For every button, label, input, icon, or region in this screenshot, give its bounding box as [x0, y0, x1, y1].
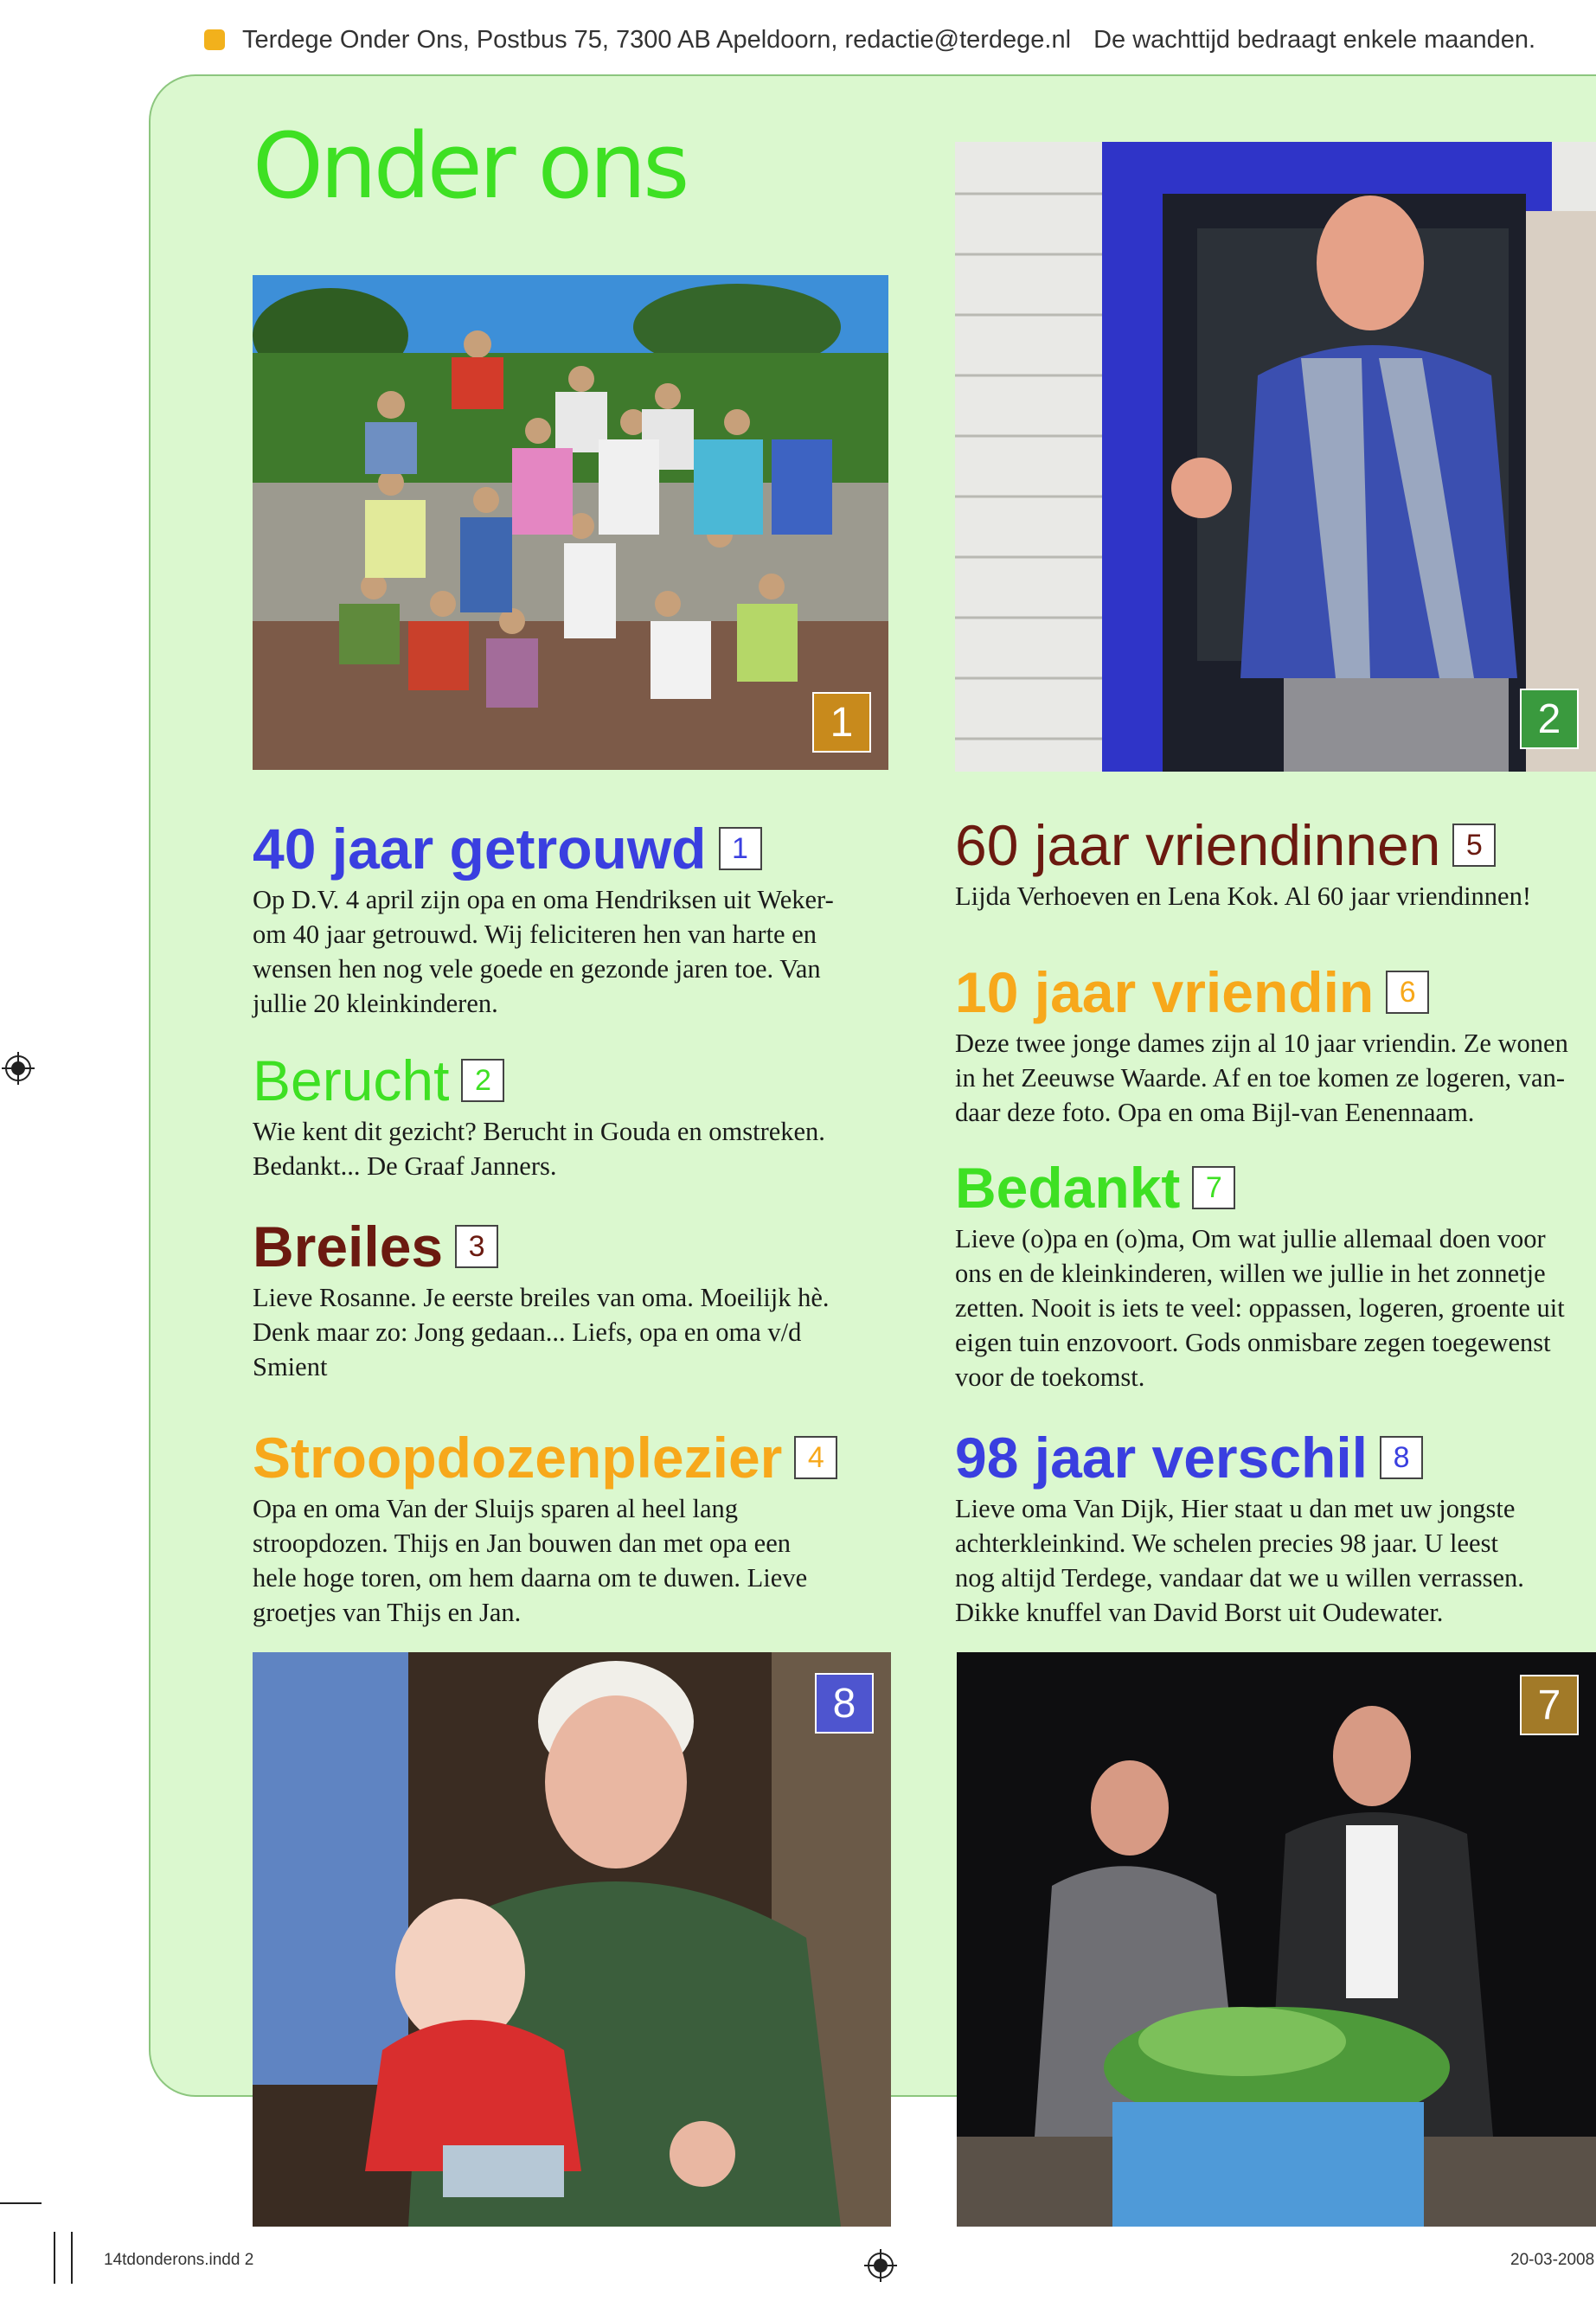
- crop-mark: [71, 2232, 73, 2284]
- entry-title: 40 jaar getrouwd: [253, 817, 707, 881]
- photo-badge: 8: [815, 1673, 874, 1734]
- entry-text: Lieve Rosanne. Je eerste breiles van oma. Moeilijk hè. Denk maar zo: Jong gedaan... Liefs, opa en oma v/d Smient: [253, 1283, 830, 1381]
- entry-number: 2: [461, 1059, 504, 1102]
- entry-text: Lijda Verhoeven en Lena Kok. Al 60 jaar vriendinnen!: [955, 881, 1531, 911]
- registration-mark-icon: [5, 1055, 31, 1081]
- photo-family-group: [253, 275, 888, 770]
- entry-text: Deze twee jonge dames zijn al 10 jaar vriendin. Ze wonen in het Zeeuwse Waarde. Af en toe komen ze logeren, van- daar deze foto. Opa en oma Bijl-van Eenennaam.: [955, 1029, 1568, 1127]
- photo-grandmother-baby: [253, 1652, 891, 2227]
- entry-bedankt: [955, 1154, 1596, 1394]
- footer-filename: 14tdonderons.indd 2: [104, 2251, 254, 2269]
- photo-badge: 2: [1520, 689, 1579, 749]
- entry-title: 60 jaar vriendinnen: [955, 813, 1441, 877]
- photo-badge: 1: [812, 692, 871, 753]
- man-in-doorway-icon: [955, 142, 1596, 772]
- entry-number: 7: [1192, 1166, 1235, 1209]
- orange-square-icon: [204, 29, 225, 50]
- entry-berucht: [253, 1047, 893, 1183]
- photo-badge: 7: [1520, 1675, 1579, 1735]
- photo-man-doorway: [955, 142, 1596, 772]
- entry-title: Berucht: [253, 1048, 450, 1112]
- entry-10-jaar-vriendin: [955, 958, 1596, 1130]
- entry-title: Stroopdozenplezier: [253, 1426, 783, 1490]
- family-group-icon: [253, 275, 888, 770]
- header-address: Terdege Onder Ons, Postbus 75, 7300 AB Apeldoorn, redactie@terdege.nl: [242, 25, 1072, 54]
- photo-couple-vegetables: [957, 1652, 1596, 2227]
- entry-number: 4: [794, 1436, 837, 1479]
- footer-date: 20-03-2008: [1510, 2251, 1595, 2269]
- entry-number: 3: [455, 1225, 498, 1268]
- entry-number: 8: [1380, 1436, 1423, 1479]
- entry-title: 10 jaar vriendin: [955, 960, 1375, 1024]
- entry-text: Op D.V. 4 april zijn opa en oma Hendriksen uit Weker- om 40 jaar getrouwd. Wij feliciteren hen van harte en wensen hen nog vele goede en gezonde jaren toe. Van jullie 20 kleinkinderen.: [253, 885, 834, 1018]
- entry-98-jaar-verschil: [955, 1424, 1596, 1630]
- entry-number: 5: [1452, 824, 1496, 867]
- entry-text: Lieve (o)pa en (o)ma, Om wat jullie allemaal doen voor ons en de kleinkinderen, willen we jullie in het zonnetje zetten. Nooit is iets te veel: oppassen, logeren, groente uit eigen tuin enzovoort. Gods onmisbare zegen toegewenst voor de toekomst.: [955, 1224, 1565, 1392]
- entry-number: 6: [1386, 971, 1429, 1014]
- entry-title: Breiles: [253, 1215, 444, 1279]
- entry-number: 1: [719, 827, 762, 870]
- entry-title: Bedankt: [955, 1156, 1181, 1220]
- entry-40-jaar-getrouwd: [253, 815, 893, 1021]
- page-title: Onder ons: [253, 113, 687, 219]
- header-bar: [204, 22, 1535, 57]
- entry-text: Wie kent dit gezicht? Berucht in Gouda en omstreken. Bedankt... De Graaf Janners.: [253, 1117, 825, 1181]
- entry-60-jaar-vriendinnen: [955, 811, 1596, 913]
- entry-breiles: [253, 1213, 893, 1384]
- crop-mark: [54, 2232, 55, 2284]
- entry-title: 98 jaar verschil: [955, 1426, 1368, 1490]
- header-note: De wachttijd bedraagt enkele maanden.: [1093, 25, 1536, 54]
- crop-mark: [0, 2202, 42, 2204]
- couple-with-vegetables-icon: [957, 1652, 1596, 2227]
- entry-stroopdozenplezier: [253, 1424, 893, 1630]
- entry-text: Opa en oma Van der Sluijs sparen al heel lang stroopdozen. Thijs en Jan bouwen dan met opa een hele hoge toren, om hem daarna om te duwen. Lieve groetjes van Thijs en Jan.: [253, 1494, 808, 1627]
- entry-text: Lieve oma Van Dijk, Hier staat u dan met uw jongste achterkleinkind. We schelen precies 98 jaar. U leest nog altijd Terdege, vandaar dat we u willen verrassen. Dikke knuffel van David Borst uit Oudewater.: [955, 1494, 1524, 1627]
- registration-mark-icon: [868, 2253, 894, 2279]
- grandmother-with-baby-icon: [253, 1652, 891, 2227]
